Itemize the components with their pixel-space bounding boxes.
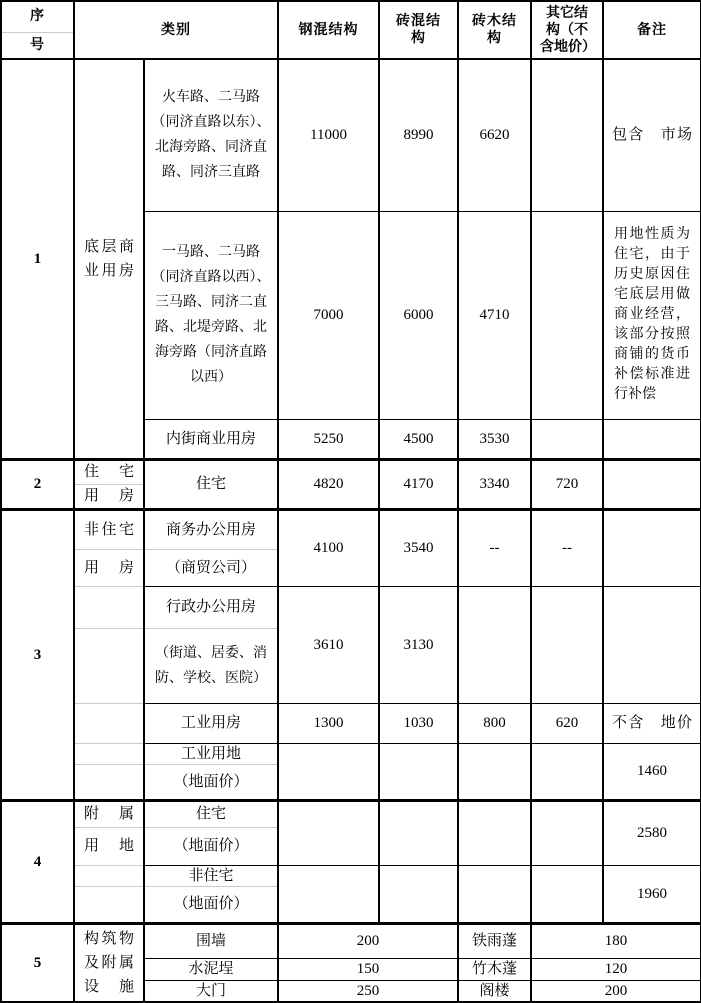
cell-s5-r2-value-right: 120	[531, 958, 701, 980]
cell-s1-r3-remark	[603, 419, 701, 459]
header-serial-bottom: 号	[1, 32, 74, 59]
cell-s1-r1-label: 火车路、二马路（同济直路以东）、北海旁路、同济直路、同济三直路	[144, 59, 278, 211]
cell-s2-label: 住宅	[144, 459, 278, 509]
cell-s4-r1-remark: 2580	[603, 800, 701, 865]
cell-s3-r4-steel	[278, 743, 379, 800]
cell-s1-r2-remark: 用地性质为住宅，由于历史原因住宅底层用做商业经营，该部分按照商铺的货币补偿标准进行补偿	[603, 211, 701, 419]
cell-category-s3-top	[74, 509, 144, 549]
category-s4-bottom-label: 用地	[84, 838, 134, 854]
cell-s3-r2-other	[531, 586, 603, 703]
cell-s4-r1-brick-wood	[458, 800, 531, 865]
cell-s1-r3-brick-wood: 3530	[458, 419, 531, 459]
cell-s4-r1-other	[531, 800, 603, 865]
row-s3-r3	[1, 703, 701, 743]
header-row-top	[1, 1, 701, 32]
cell-s4-r2-remark: 1960	[603, 865, 701, 923]
cell-category-s3-spacer3	[74, 703, 144, 743]
cell-s5-r2-item-left: 水泥埕	[144, 958, 278, 980]
category-s3-bottom-label: 用房	[84, 559, 134, 576]
cell-s4-r2-label-bottom: （地面价）	[144, 886, 278, 923]
cell-serial-5: 5	[1, 923, 74, 1002]
cell-category-s3-spacer2	[74, 628, 144, 703]
row-s3-r2-top	[1, 586, 701, 628]
cell-s3-r2-brick-wood	[458, 586, 531, 703]
cell-s1-r2-brick-wood: 4710	[458, 211, 531, 419]
header-steel-concrete: 钢混结构	[278, 1, 379, 59]
cell-s1-r1-remark: 包含 市场	[603, 59, 701, 211]
cell-s3-r4-label-top: 工业用地	[144, 743, 278, 764]
cell-s3-r2-brick-concrete: 3130	[379, 586, 458, 703]
cell-category-s4-spacer1	[74, 865, 144, 886]
cell-s3-r3-steel: 1300	[278, 703, 379, 743]
cell-s3-r4-other	[531, 743, 603, 800]
cell-category-s3-spacer1	[74, 586, 144, 628]
cell-s3-r1-brick-wood: --	[458, 509, 531, 586]
cell-s4-r1-brick-concrete	[379, 800, 458, 865]
cell-category-s3-spacer5	[74, 764, 144, 800]
cell-s2-remark	[603, 459, 701, 509]
category-s3-top-label: 非住宅	[84, 521, 134, 538]
cell-category-s2-bottom	[74, 484, 144, 509]
category-s4-top-label: 附属	[84, 806, 134, 822]
cell-s4-r1-label-bottom: （地面价）	[144, 827, 278, 865]
cell-s3-r1-label-top: 商务办公用房	[144, 509, 278, 549]
cell-category-s4-top	[74, 800, 144, 827]
cell-s1-r2-brick-concrete: 6000	[379, 211, 458, 419]
category-s2-top-label: 住宅	[84, 464, 134, 480]
cell-s4-r2-other	[531, 865, 603, 923]
cell-s1-r2-other	[531, 211, 603, 419]
cell-s5-r1-value-left: 200	[278, 923, 458, 958]
cell-serial-2: 2	[1, 459, 74, 509]
header-remark: 备注	[603, 1, 701, 59]
cell-s3-r3-brick-wood: 800	[458, 703, 531, 743]
cell-category-s4-spacer2	[74, 886, 144, 923]
category-s1-label: 底层商业用房	[84, 238, 134, 279]
cell-category-s3-bottom	[74, 549, 144, 586]
category-s2-bottom-label: 用房	[84, 488, 134, 504]
cell-s5-r1-item-left: 围墙	[144, 923, 278, 958]
cell-category-s4-bottom	[74, 827, 144, 865]
row-s4-r2-top	[1, 865, 701, 886]
cell-s5-r2-item-right: 竹木蓬	[458, 958, 531, 980]
cell-s1-r3-label: 内街商业用房	[144, 419, 278, 459]
header-brick-wood: 砖木结构	[458, 1, 531, 59]
cell-s2-steel: 4820	[278, 459, 379, 509]
cell-s5-r3-item-left: 大门	[144, 980, 278, 1002]
cell-serial-3: 3	[1, 509, 74, 800]
cell-s2-brick-concrete: 4170	[379, 459, 458, 509]
row-s1-r1	[1, 59, 701, 211]
cell-s1-r2-steel: 7000	[278, 211, 379, 419]
header-category: 类别	[74, 1, 278, 59]
cell-s3-r3-other: 620	[531, 703, 603, 743]
cell-s5-r3-item-right: 阁楼	[458, 980, 531, 1002]
cell-s3-r3-brick-concrete: 1030	[379, 703, 458, 743]
row-s2-top	[1, 459, 701, 484]
cell-s4-r1-label-top: 住宅	[144, 800, 278, 827]
cell-s1-r3-steel: 5250	[278, 419, 379, 459]
cell-s3-r2-steel: 3610	[278, 586, 379, 703]
row-s5-r1	[1, 923, 701, 958]
cell-s1-r2-label: 一马路、二马路（同济直路以西）、三马路、同济二直路、北堤旁路、北海旁路（同济直路以西）	[144, 211, 278, 419]
cell-s1-r1-brick-wood: 6620	[458, 59, 531, 211]
category-s5-label: 构筑物及附属设施	[84, 930, 134, 995]
cell-s1-r3-other	[531, 419, 603, 459]
cell-s5-r3-value-left: 250	[278, 980, 458, 1002]
header-serial-top: 序	[1, 1, 74, 32]
cell-category-s5	[74, 923, 144, 1002]
cell-s3-r3-label: 工业用房	[144, 703, 278, 743]
cell-s5-r1-item-right: 铁雨蓬	[458, 923, 531, 958]
header-other-structure: 其它结构（不含地价）	[531, 1, 603, 59]
cell-s4-r2-brick-wood	[458, 865, 531, 923]
header-brick-concrete: 砖混结构	[379, 1, 458, 59]
row-s4-r1-top	[1, 800, 701, 827]
cell-s3-r2-label-top: 行政办公用房	[144, 586, 278, 628]
cell-s1-r1-steel: 11000	[278, 59, 379, 211]
cell-s4-r2-brick-concrete	[379, 865, 458, 923]
cell-s4-r2-label-top: 非住宅	[144, 865, 278, 886]
cell-category-s2-top	[74, 459, 144, 484]
cell-s3-r2-remark	[603, 586, 701, 703]
cell-category-s3-spacer4	[74, 743, 144, 764]
cell-s2-brick-wood: 3340	[458, 459, 531, 509]
cell-category-s1	[74, 59, 144, 459]
cell-s3-r1-remark	[603, 509, 701, 586]
cell-s4-r1-steel	[278, 800, 379, 865]
cell-serial-4: 4	[1, 800, 74, 923]
cell-s3-r1-label-bottom: （商贸公司）	[144, 549, 278, 586]
cell-s3-r4-label-bottom: （地面价）	[144, 764, 278, 800]
cell-s3-r1-other: --	[531, 509, 603, 586]
cell-s5-r3-value-right: 200	[531, 980, 701, 1002]
row-s3-r1-top	[1, 509, 701, 549]
cell-s3-r2-label-bottom: （街道、居委、消防、学校、医院）	[144, 628, 278, 703]
cell-s3-r1-brick-concrete: 3540	[379, 509, 458, 586]
cell-s3-r4-brick-wood	[458, 743, 531, 800]
cell-serial-1: 1	[1, 59, 74, 459]
cell-s3-r4-brick-concrete	[379, 743, 458, 800]
cell-s3-r1-steel: 4100	[278, 509, 379, 586]
cell-s3-r4-remark: 1460	[603, 743, 701, 800]
cell-s1-r1-other	[531, 59, 603, 211]
row-s3-r4-top	[1, 743, 701, 764]
cell-s2-other: 720	[531, 459, 603, 509]
cell-s1-r3-brick-concrete: 4500	[379, 419, 458, 459]
cell-s4-r2-steel	[278, 865, 379, 923]
cell-s3-r3-remark: 不含 地价	[603, 703, 701, 743]
cell-s1-r1-brick-concrete: 8990	[379, 59, 458, 211]
cell-s5-r2-value-left: 150	[278, 958, 458, 980]
cell-s5-r1-value-right: 180	[531, 923, 701, 958]
